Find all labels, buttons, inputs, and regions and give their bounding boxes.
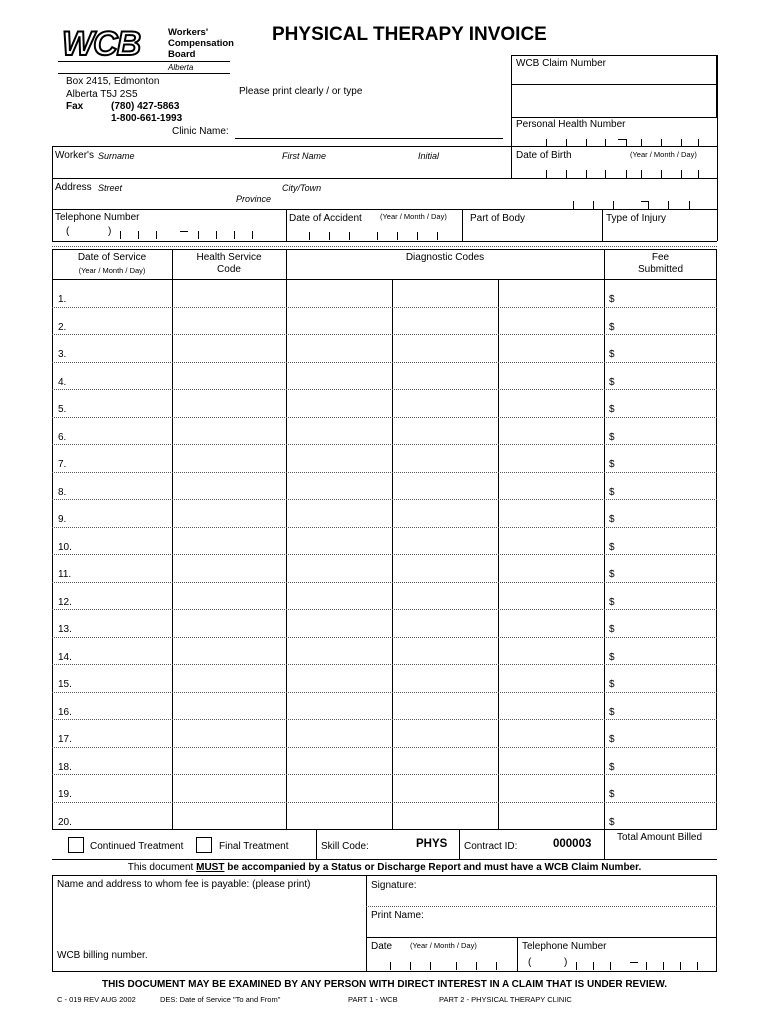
street-label: Street [98,183,123,193]
table-row[interactable] [52,747,717,775]
dob-field[interactable] [546,168,706,178]
table-row[interactable] [52,637,717,665]
phn-label: Personal Health Number [516,119,626,130]
row-number: 15. [58,679,72,690]
col-hsc-header: Health Service Code [196,252,262,275]
fee-dollar-sign: $ [609,376,615,388]
fee-dollar-sign: $ [609,596,615,608]
table-row[interactable] [52,362,717,390]
address-field[interactable] [52,179,717,209]
fee-dollar-sign: $ [609,349,615,360]
row-number: 7. [58,459,67,470]
fee-dollar-sign: $ [609,541,615,553]
fee-dollar-sign: $ [609,431,615,443]
col-diag-header: Diagnostic Codes [405,252,485,263]
fee-dollar-sign: $ [609,514,615,525]
org-region: Alberta [168,63,194,72]
doa-format: (Year / Month / Day) [380,212,447,221]
row-number: 4. [58,376,67,388]
payee-telephone-label: Telephone Number [522,941,607,952]
surname-label: Surname [98,151,135,161]
notice-text: This document MUST be accompanied by a Status or Discharge Report and must have a WCB Claim Number. [127,862,642,873]
part-of-body-field[interactable] [463,225,601,241]
fax-label: Fax [66,101,84,112]
final-treatment-checkbox[interactable] [196,837,212,853]
toll-free-number: 1-800-661-1993 [111,113,183,124]
row-number: 3. [58,349,67,360]
table-row[interactable] [52,307,717,335]
row-number: 8. [58,486,67,498]
telephone-field[interactable]: ( ) [52,224,282,241]
type-of-injury-field[interactable] [603,225,717,241]
signature-field[interactable] [367,893,716,905]
table-row[interactable] [52,664,717,692]
fee-dollar-sign: $ [609,734,615,745]
workers-label: Worker's [55,150,94,161]
row-number: 10. [58,541,72,553]
col-date-header: Date of Service (Year / Month / Day) [77,252,147,275]
row-number: 14. [58,651,72,663]
signature-label: Signature: [371,880,417,891]
phn-field[interactable] [511,117,513,147]
row-number: 12. [58,596,72,608]
workers-name-field[interactable] [52,160,510,178]
fax-number: (780) 427-5863 [111,101,180,112]
fee-dollar-sign: $ [609,624,615,635]
province-label: Province [236,194,272,204]
fee-dollar-sign: $ [609,761,615,773]
part1-label: PART 1 - WCB [348,995,398,1004]
billing-label: WCB billing number. [57,950,148,961]
sign-date-field[interactable] [370,955,516,971]
table-row[interactable] [52,609,717,637]
dob-format: (Year / Month / Day) [630,150,697,159]
skill-code-value: PHYS [416,838,448,850]
org-name: Workers' Compensation Board [168,27,234,60]
fee-dollar-sign: $ [609,679,615,690]
fee-dollar-sign: $ [609,569,615,580]
table-row[interactable] [52,472,717,500]
page-title: PHYSICAL THERAPY INVOICE [272,24,547,45]
total-amount-label: Total Amount Billed [617,832,703,843]
table-row[interactable] [52,417,717,445]
fee-dollar-sign: $ [609,294,615,305]
total-amount-field[interactable] [605,845,716,859]
fee-dollar-sign: $ [609,321,615,333]
table-row[interactable] [52,582,717,610]
fee-dollar-sign: $ [609,789,615,800]
payable-field[interactable] [53,893,365,945]
row-number: 19. [58,789,72,800]
row-number: 16. [58,706,72,718]
table-row[interactable] [52,389,717,417]
part-of-body-label: Part of Body [470,213,526,224]
row-number: 17. [58,734,72,745]
row-number: 20. [58,816,72,828]
print-name-field[interactable] [367,922,716,936]
first-name-label: First Name [282,151,327,161]
contract-id-label: Contract ID: [464,841,518,852]
row-number: 6. [58,431,67,443]
contract-id-value: 000003 [553,838,592,850]
table-row[interactable] [52,499,717,527]
row-number: 11. [58,569,72,580]
payable-label: Name and address to whom fee is payable: (please print) [57,879,311,890]
table-row[interactable] [52,334,717,362]
doa-label: Date of Accident [289,213,362,224]
table-row[interactable] [52,719,717,747]
fee-dollar-sign: $ [609,459,615,470]
table-row[interactable] [52,554,717,582]
row-number: 5. [58,404,67,415]
doa-field[interactable] [289,225,459,241]
telephone-label: Telephone Number [55,212,140,223]
continued-treatment-label: Continued Treatment [90,841,184,852]
examination-warning: THIS DOCUMENT MAY BE EXAMINED BY ANY PERSON WITH DIRECT INTEREST IN A CLAIM THAT IS UNDER REVIEW. [101,979,668,990]
fee-dollar-sign: $ [609,486,615,498]
fee-dollar-sign: $ [609,706,615,718]
initial-label: Initial [418,151,440,161]
row-number: 13. [58,624,72,635]
row-number: 1. [58,294,67,305]
row-number: 2. [58,321,67,333]
final-treatment-label: Final Treatment [219,841,289,852]
fee-dollar-sign: $ [609,404,615,415]
sign-date-format: (Year / Month / Day) [410,941,477,950]
wcb-claim-label: WCB Claim Number [516,58,607,69]
table-row[interactable] [52,774,717,802]
form-code: C - 019 REV AUG 2002 [57,995,136,1004]
col-fee-header: Fee Submitted [637,252,684,275]
print-note: Please print clearly / or type [239,86,363,97]
part2-label: PART 2 - PHYSICAL THERAPY CLINIC [439,995,572,1004]
clinic-name-label: Clinic Name: [172,126,229,137]
wcb-logo-text: WCB [62,25,141,63]
des-note: DES: Date of Service "To and From" [160,995,281,1004]
fee-dollar-sign: $ [609,651,615,663]
fee-dollar-sign: $ [609,816,615,828]
continued-treatment-checkbox[interactable] [68,837,84,853]
table-row[interactable] [52,444,717,472]
row-number: 9. [58,514,67,525]
type-of-injury-label: Type of Injury [606,213,667,224]
address-label: Address [55,182,92,193]
table-row[interactable] [52,802,717,830]
table-row[interactable] [52,692,717,720]
skill-code-label: Skill Code: [321,841,369,852]
clinic-name-field[interactable] [235,138,503,139]
dob-label: Date of Birth [516,150,572,161]
city-label: City/Town [282,183,322,193]
payee-telephone-field[interactable]: ( ) [518,955,716,971]
print-name-label: Print Name: [371,910,424,921]
table-row[interactable] [52,527,717,555]
row-number: 18. [58,761,72,773]
sign-date-label: Date [371,941,393,952]
address-block: Box 2415, Edmonton Alberta T5J 2S5 [66,76,160,100]
wcb-logo [62,25,158,63]
table-row[interactable] [52,279,717,307]
